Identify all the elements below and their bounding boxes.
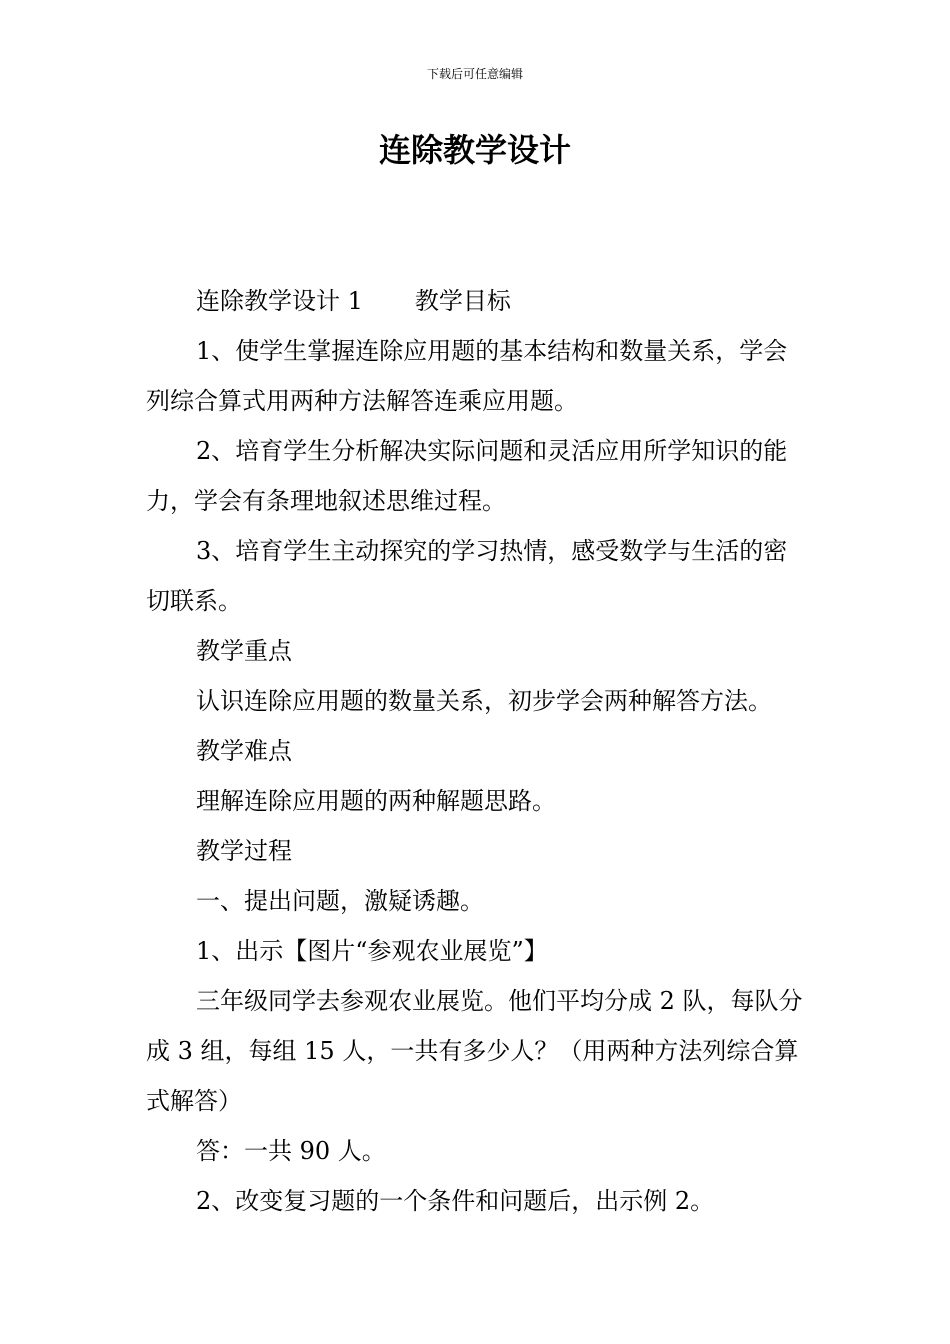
key-points-heading: 教学重点 [196,637,292,665]
objective-2: 2、培育学生分析解决实际问题和灵活应用所学知识的能力，学会有条理地叙述思维过程。 [146,437,788,515]
show-picture-line: 1、出示【图片“参观农业展览”】 [196,937,548,965]
problem-text: 三年级同学去参观农业展览。他们平均分成 2 队，每队分成 3 组，每组 15 人，一共有多少人？（用两种方法列综合算式解答） [146,987,803,1115]
difficulties-heading: 教学难点 [196,737,292,765]
section-heading-line [146,276,810,326]
answer-text: 答：一共 90 人。 [196,1137,386,1165]
difficulties-text: 理解连除应用题的两种解题思路。 [196,787,556,815]
objective-1: 1、使学生掌握连除应用题的基本结构和数量关系，学会列综合算式用两种方法解答连乘应用题。 [146,337,788,415]
example-intro: 2、改变复习题的一个条件和问题后，出示例 2。 [196,1187,715,1215]
header-note: 下载后可任意编辑 [426,67,523,81]
document-title: 连除教学设计 [378,131,571,169]
objective-3: 3、培育学生主动探究的学习热情，感受数学与生活的密切联系。 [146,537,788,615]
document-body [146,276,810,1226]
section-heading: 连除教学设计 1 [196,287,363,315]
process-step-1: 一、提出问题，激疑诱趣。 [196,887,484,915]
process-heading: 教学过程 [196,837,292,865]
section-subheading: 教学目标 [414,287,511,315]
key-points-text: 认识连除应用题的数量关系，初步学会两种解答方法。 [196,687,772,715]
